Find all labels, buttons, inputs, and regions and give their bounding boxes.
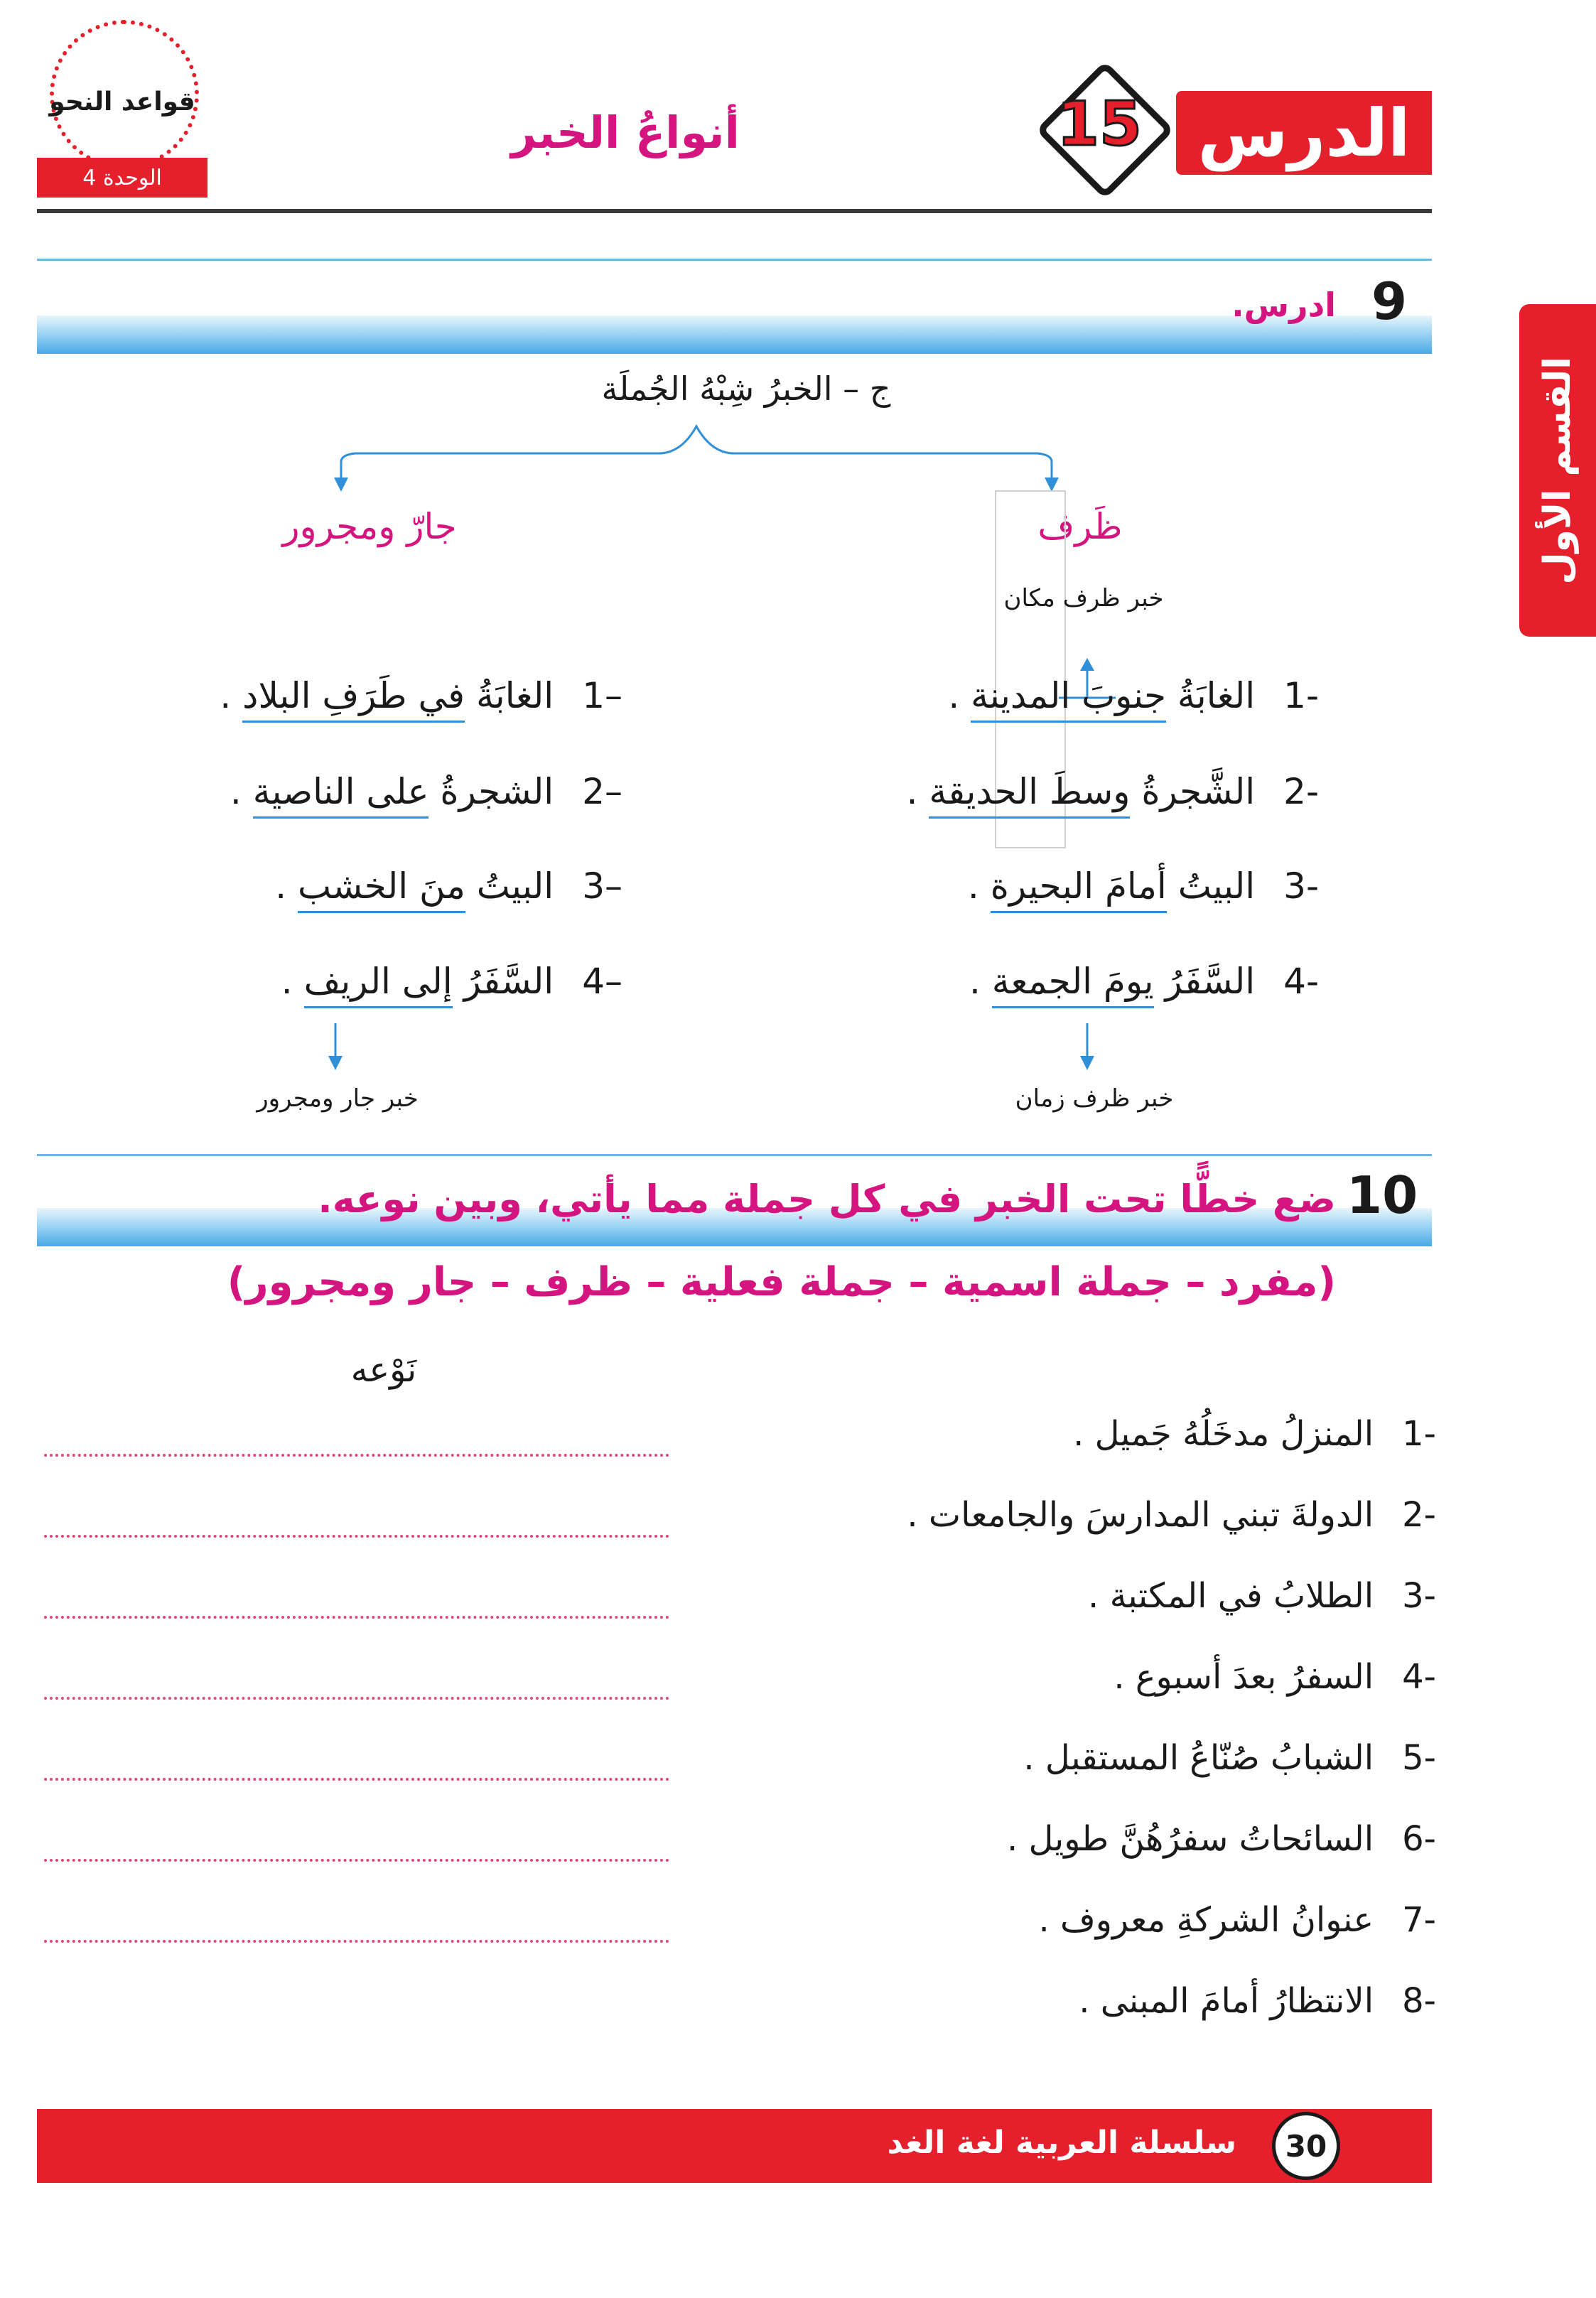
answer-line-2[interactable] bbox=[44, 1535, 669, 1538]
answer-line-5[interactable] bbox=[44, 1778, 669, 1781]
lesson-banner bbox=[1176, 91, 1432, 175]
answer-line-4[interactable] bbox=[44, 1697, 669, 1700]
series-title: سلسلة العربية لغة الغد bbox=[887, 2125, 1236, 2161]
answer-line-1[interactable] bbox=[44, 1454, 669, 1457]
sentence-5: -5الشبابُ صُنّاعُ المستقبل . bbox=[1023, 1738, 1436, 1778]
arrow-down-icon bbox=[1066, 1023, 1109, 1073]
adverb-example-1: -1الغابَةُ جنوبَ المدينة . bbox=[948, 675, 1319, 716]
badge-name: قواعد النحو bbox=[49, 87, 195, 117]
lesson-number: 15 bbox=[1057, 89, 1142, 160]
note-time: خبر ظرف زمان bbox=[1015, 1084, 1174, 1113]
prep-example-4: –4السَّفَرُ إلى الريف . bbox=[281, 961, 622, 1002]
page-number: 30 bbox=[1272, 2112, 1340, 2180]
answer-line-6[interactable] bbox=[44, 1859, 669, 1862]
prep-example-1: –1الغابَةُ في طَرَفِ البلاد . bbox=[220, 675, 622, 716]
type-header: نَوْعه bbox=[350, 1350, 417, 1390]
header-rule bbox=[37, 209, 1432, 213]
section-9-title: ادرس. bbox=[1231, 286, 1336, 324]
branch-adverb: ظَرف bbox=[1037, 506, 1123, 547]
badge-unit: الوحدة 4 bbox=[37, 158, 207, 198]
sentence-6: -6السائحاتُ سفرُهُنَّ طويل . bbox=[1006, 1819, 1436, 1859]
answer-line-3[interactable] bbox=[44, 1616, 669, 1619]
section-10-title: ضع خطًّا تحت الخبر في كل جملة مما يأتي، وبين نوعه. bbox=[318, 1177, 1336, 1221]
section-10-number: 10 bbox=[1347, 1165, 1418, 1225]
prep-example-2: –2الشجرةُ على الناصية . bbox=[230, 771, 622, 812]
sentence-1: -1المنزلُ مدخَلُهُ جَميل . bbox=[1073, 1414, 1436, 1454]
adverb-example-4: -4السَّفَرُ يومَ الجمعة . bbox=[969, 961, 1319, 1002]
sentence-7: -7عنوانُ الشركةِ معروف . bbox=[1038, 1900, 1436, 1940]
arrow-down-icon bbox=[314, 1023, 357, 1073]
section-9-number: 9 bbox=[1371, 271, 1408, 331]
section-rule bbox=[37, 259, 1432, 261]
section-rule bbox=[37, 1154, 1432, 1156]
sentence-8: -8الانتظارُ أمامَ المبنى . bbox=[1079, 1981, 1436, 2021]
unit-badge bbox=[37, 20, 207, 190]
branch-prep: جارّ ومجرور bbox=[282, 506, 457, 547]
side-tab bbox=[1519, 304, 1596, 637]
lesson-label: الدرس bbox=[1197, 95, 1411, 171]
type-choices: (مفرد – جملة اسمية – جملة فعلية – ظرف – جار ومجرور) bbox=[227, 1259, 1336, 1305]
note-place: خبر ظرف مكان bbox=[1003, 584, 1164, 613]
diagram-brace bbox=[313, 412, 1080, 497]
sentence-3: -3الطلابُ في المكتبة . bbox=[1088, 1576, 1436, 1616]
lesson-number-badge bbox=[1039, 64, 1160, 185]
side-tab-label: القسم الأول bbox=[1536, 356, 1579, 585]
sentence-2: -2الدولةَ تبني المدارسَ والجامعات . bbox=[907, 1495, 1436, 1535]
adverb-example-3: -3البيتُ أمامَ البحيرة . bbox=[968, 865, 1319, 907]
sentence-4: -4السفرُ بعدَ أسبوع . bbox=[1114, 1657, 1436, 1697]
note-prep: خبر جار ومجرور bbox=[257, 1084, 419, 1113]
diagram-title: ج – الخبرُ شِبْهُ الجُملَة bbox=[601, 369, 891, 408]
lesson-title: أنواعُ الخبر bbox=[511, 107, 740, 158]
prep-example-3: –3البيتُ منَ الخشب . bbox=[275, 865, 622, 907]
answer-line-7[interactable] bbox=[44, 1940, 669, 1943]
adverb-example-2: -2الشَّجرةُ وسطَ الحديقة . bbox=[907, 771, 1319, 812]
